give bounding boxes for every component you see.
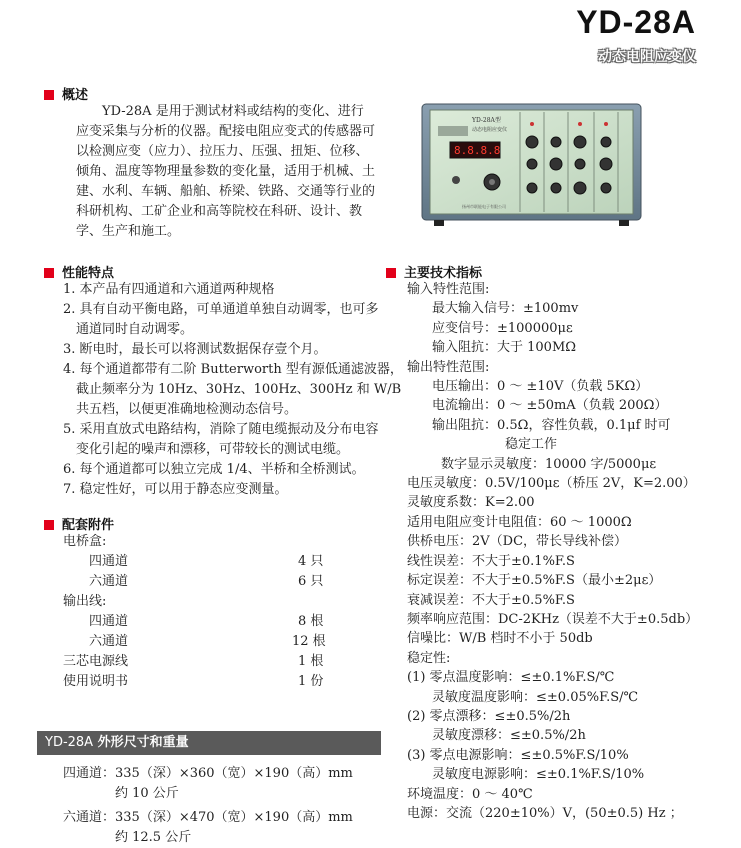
list-item: 4. 每个通道都带有二阶 Butterworth 型有源低通滤波器， <box>63 362 403 377</box>
spec-line: 输入阻抗：大于 100MΩ <box>432 340 577 356</box>
accessory-name: 四通道 <box>89 614 129 629</box>
spec-line: 应变信号：±100000με <box>432 320 573 336</box>
spec-line: (2) 零点漂移：≤±0.5%/2h <box>407 708 571 724</box>
device-brand-label: YD-28A型 <box>472 117 501 124</box>
spec-line: 供桥电压：2V（DC，带长导线补偿） <box>407 534 628 550</box>
spec-line: 环境温度：0 ～ 40℃ <box>407 786 533 802</box>
spec-line: 信噪比：W/B 档时不小于 50db <box>407 631 593 647</box>
list-item: 1. 本产品有四通道和六通道两种规格 <box>63 282 275 297</box>
spec-line: 输出特性范围: <box>407 359 490 375</box>
list-item: 共五档，以便更准确地检测动态信号。 <box>76 402 298 417</box>
list-item <box>63 592 363 612</box>
accessory-qty: 4 只 <box>298 554 324 569</box>
list-item: 变化引起的噪声和漂移，可带较长的测试电缆。 <box>76 442 350 457</box>
spec-line: 线性误差：不大于±0.1%F.S <box>407 553 575 569</box>
section-marker-icon <box>386 268 396 278</box>
accessory-name: 三芯电源线 <box>63 654 129 669</box>
spec-line: (3) 零点电源影响：≤±0.5%F.S/10% <box>407 747 629 763</box>
specs-list <box>407 280 737 823</box>
spec-line: 最大输入信号：±100mv <box>432 301 579 317</box>
list-item <box>63 632 363 652</box>
list-item: 7. 稳定性好，可以用于静态应变测量。 <box>63 482 288 497</box>
list-item <box>63 532 363 552</box>
list-item: 通道同时自动调零。 <box>76 322 194 337</box>
list-item: 2. 具有自动平衡电路，可单通道单独自动调零，也可多 <box>63 302 379 317</box>
spec-line: 适用电阻应变计电阻值：60 ～ 1000Ω <box>407 514 632 530</box>
spec-line: 标定误差：不大于±0.5%F.S（最小±2με） <box>407 573 662 589</box>
spec-line: 频率响应范围：DC-2KHz（误差不大于±0.5db） <box>407 611 699 627</box>
spec-line: 电压输出：0 ～ ±10V（负载 5KΩ） <box>432 379 649 395</box>
spec-line: 灵敏度温度影响：≤±0.05%F.S/℃ <box>432 689 639 705</box>
list-item <box>63 552 363 572</box>
list-item: 截止频率分为 10Hz、30Hz、100Hz、300Hz 和 W/B <box>76 382 402 397</box>
product-subtitle: 动态电阻应变仪 <box>598 49 696 65</box>
overview-title: 概述 <box>62 88 89 103</box>
list-item: 6. 每个通道都可以独立完成 1/4、半桥和全桥测试。 <box>63 462 365 477</box>
spec-line: 电源：交流（220±10%）V，(50±0.5) Hz ； <box>407 805 683 821</box>
accessories-heading <box>44 514 114 533</box>
dimensions-title: 外形尺寸和重量 <box>93 735 189 750</box>
accessory-qty: 12 根 <box>292 634 326 649</box>
specs-heading <box>386 262 482 281</box>
accessory-group-label: 电桥盒: <box>63 534 107 549</box>
overview-heading <box>44 84 88 103</box>
spec-line: 稳定工作 <box>505 437 558 453</box>
device-photo <box>420 102 643 230</box>
section-marker-icon <box>44 520 54 530</box>
spec-line: 电压灵敏度：0.5V/100με（桥压 2V，K=2.00） <box>407 476 696 492</box>
dimensions-heading <box>37 731 381 755</box>
weight-four-channel: 约 10 公斤 <box>115 786 179 801</box>
dimension-six-channel: 六通道：335（深）×470（宽）×190（高）mm <box>63 810 353 825</box>
accessory-name: 四通道 <box>89 554 129 569</box>
svg-text:8.8.8.8: 8.8.8.8 <box>454 144 501 157</box>
weight-six-channel: 约 12.5 公斤 <box>115 830 192 845</box>
accessories-title: 配套附件 <box>62 518 115 533</box>
list-item <box>63 652 363 672</box>
dimension-four-channel: 四通道：335（深）×360（宽）×190（高）mm <box>63 766 353 781</box>
spec-line: 衰减误差：不大于±0.5%F.S <box>407 592 575 608</box>
device-illustration <box>420 102 643 230</box>
accessories-list <box>63 532 363 692</box>
spec-line: (1) 零点温度影响：≤±0.1%F.S/℃ <box>407 670 615 686</box>
features-list <box>63 280 403 500</box>
section-marker-icon <box>44 268 54 278</box>
accessory-qty: 1 根 <box>298 654 324 669</box>
specs-title: 主要技术指标 <box>404 266 483 281</box>
spec-line: 灵敏度漂移：≤±0.5%/2h <box>432 728 586 744</box>
list-item <box>63 612 363 632</box>
accessory-group-label: 输出线: <box>63 594 107 609</box>
dimensions-list <box>63 764 383 848</box>
overview-text: YD-28A 是用于测试材料或结构的变化、进行应变采集与分析的仪器。配接电阻应变式的传感器可以检测应变（应力）、拉压力、压强、扭矩、位移、倾角、温度等物理量参数的变化量，适用于机械、土建、水利、车辆、船舶、桥梁、铁路、交通等行业的科研机构、工矿企业和高等院校在科研、设计、教学、生产和施工。 <box>76 104 376 239</box>
model-title: YD-28A <box>576 4 696 40</box>
accessory-name: 六通道 <box>89 574 129 589</box>
list-item: 3. 断电时，最长可以将测试数据保存壹个月。 <box>63 342 327 357</box>
features-title: 性能特点 <box>62 266 115 281</box>
list-item: 5. 采用直放式电路结构，消除了随电缆振动及分布电容 <box>63 422 379 437</box>
spec-line: 数字显示灵敏度：10000 字/5000με <box>441 456 657 472</box>
list-item <box>63 672 363 692</box>
spec-line: 稳定性: <box>407 650 451 666</box>
spec-line: 灵敏度电源影响：≤±0.1%F.S/10% <box>432 767 645 783</box>
features-heading <box>44 262 114 281</box>
accessory-name: 六通道 <box>89 634 129 649</box>
spec-line: 电流输出：0 ～ ±50mA（负载 200Ω） <box>432 398 668 414</box>
list-item <box>63 572 363 592</box>
accessory-qty: 6 只 <box>298 574 324 589</box>
spec-line: 输入特性范围: <box>407 282 490 297</box>
device-maker-label: 扬州市联能电子有限公司 <box>462 204 506 209</box>
device-name-label: 动态电阻应变仪 <box>472 127 508 133</box>
accessory-qty: 8 根 <box>298 614 324 629</box>
spec-line: 灵敏度系数：K=2.00 <box>407 495 535 511</box>
section-marker-icon <box>44 90 54 100</box>
dimensions-title-prefix: YD-28A <box>45 735 94 750</box>
accessory-name: 使用说明书 <box>63 674 129 689</box>
accessory-qty: 1 份 <box>298 674 324 689</box>
spec-line: 输出阻抗：0.5Ω，容性负载，0.1μf 时可 <box>432 417 671 433</box>
